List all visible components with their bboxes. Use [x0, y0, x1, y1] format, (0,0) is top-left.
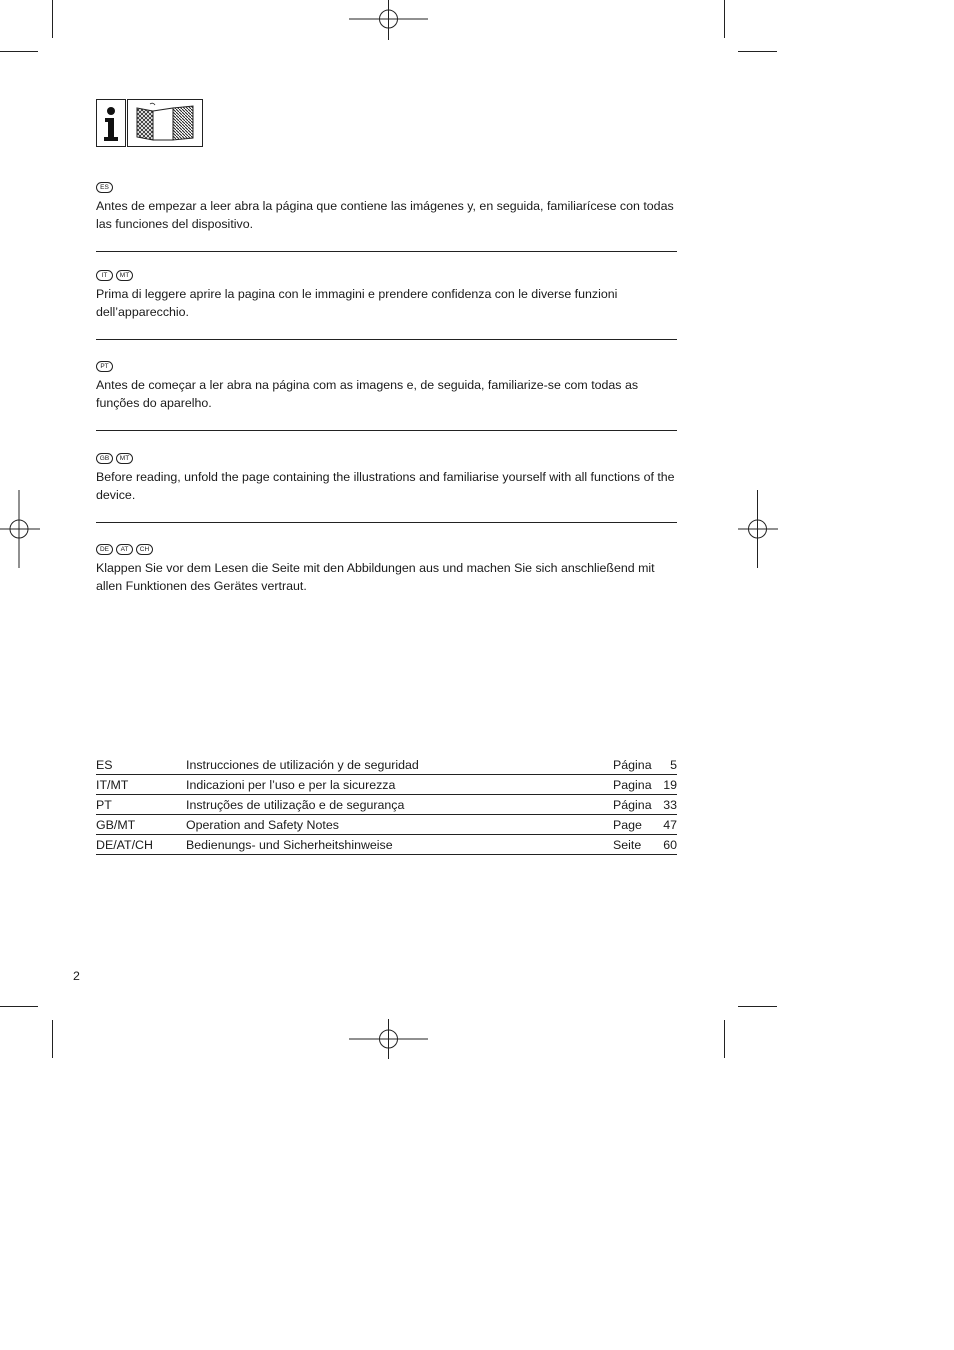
divider: [96, 430, 677, 431]
language-badge: ES: [96, 182, 113, 193]
language-badge: IT: [96, 270, 113, 281]
divider: [96, 522, 677, 523]
section-de-at-ch: [96, 544, 677, 595]
toc-page-label: Pagina: [613, 777, 652, 792]
toc-row[interactable]: [96, 795, 677, 815]
section-text: Antes de empezar a leer abra la página que contiene las imágenes y, en seguida, familiarícese con todas las funciones del dispositivo.: [96, 199, 674, 231]
language-badge: PT: [96, 361, 113, 372]
section-text: Klappen Sie vor dem Lesen die Seite mit den Abbildungen aus und machen Sie sich anschließend mit allen Funktionen des Gerätes vertraut.: [96, 561, 655, 593]
section-text: Antes de começar a ler abra na página com as imagens e, de seguida, familiarize-se com todas as funções do aparelho.: [96, 378, 639, 410]
registration-mark-bottom: [349, 1019, 428, 1059]
toc-page-label: Page: [613, 817, 642, 832]
toc-title: Instrucciones de utilización y de seguridad: [186, 757, 419, 772]
language-badges: [96, 361, 677, 375]
fold-out-page-icon: [127, 99, 203, 147]
crop-mark: [52, 1020, 53, 1058]
language-badge: MT: [116, 270, 133, 281]
toc-title: Bedienungs- und Sicherheitshinweise: [186, 837, 393, 852]
language-badge: CH: [136, 544, 153, 555]
toc-title: Indicazioni per l’uso e per la sicurezza: [186, 777, 396, 792]
table-of-contents: [96, 755, 677, 855]
divider: [96, 251, 677, 252]
language-badges: [96, 453, 677, 467]
section-it-mt: [96, 270, 677, 321]
crop-mark: [738, 51, 777, 52]
toc-row[interactable]: [96, 775, 677, 795]
crop-mark: [0, 1006, 38, 1007]
toc-page-number: 19: [663, 777, 677, 792]
toc-page-number: 5: [670, 757, 677, 772]
toc-title: Instruções de utilização e de segurança: [186, 797, 405, 812]
section-text: Prima di leggere aprire la pagina con le immagini e prendere confidenza con le diverse funzioni dell’apparecchio.: [96, 287, 618, 319]
toc-title: Operation and Safety Notes: [186, 817, 339, 832]
toc-language-code: GB/MT: [96, 817, 136, 832]
crop-mark: [0, 51, 38, 52]
language-badge: MT: [116, 453, 133, 464]
toc-page-label: Seite: [613, 837, 642, 852]
registration-mark-left: [0, 490, 40, 568]
section-gb-mt: [96, 453, 677, 504]
info-icon: [96, 99, 126, 147]
registration-mark-top: [349, 0, 428, 40]
language-badge: GB: [96, 453, 113, 464]
toc-language-code: DE/AT/CH: [96, 837, 153, 852]
section-es: [96, 182, 677, 233]
crop-mark: [724, 1020, 725, 1058]
divider: [96, 339, 677, 340]
page-number: 2: [73, 969, 80, 983]
registration-mark-right: [738, 490, 778, 568]
language-badge: DE: [96, 544, 113, 555]
toc-page-label: Página: [613, 797, 652, 812]
toc-language-code: ES: [96, 757, 113, 772]
language-badges: [96, 544, 677, 558]
section-text: Before reading, unfold the page containing the illustrations and familiarise yourself with all functions of the device.: [96, 470, 675, 502]
crop-mark: [724, 0, 725, 38]
crop-mark: [52, 0, 53, 38]
toc-language-code: IT/MT: [96, 777, 129, 792]
toc-row[interactable]: [96, 755, 677, 775]
toc-page-number: 60: [663, 837, 677, 852]
crop-mark: [738, 1006, 777, 1007]
toc-page-label: Página: [613, 757, 652, 772]
language-badge: AT: [116, 544, 133, 555]
toc-row[interactable]: [96, 835, 677, 855]
toc-language-code: PT: [96, 797, 112, 812]
toc-page-number: 33: [663, 797, 677, 812]
toc-row[interactable]: [96, 815, 677, 835]
toc-page-number: 47: [663, 817, 677, 832]
language-badges: [96, 270, 677, 284]
section-pt: [96, 361, 677, 412]
language-badges: [96, 182, 677, 196]
